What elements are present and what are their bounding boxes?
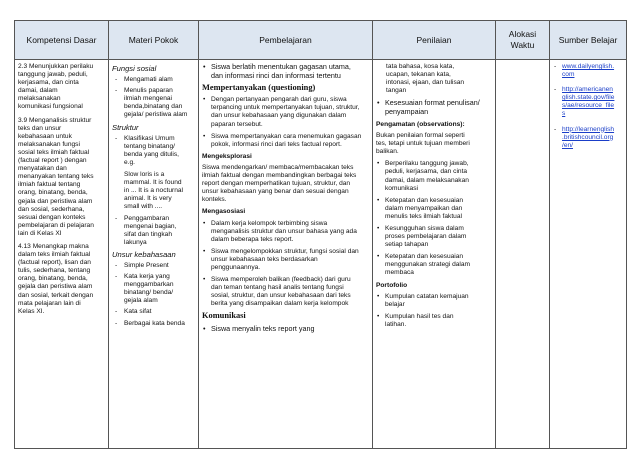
syllabus-table: [14, 20, 627, 449]
kd-item: [18, 243, 105, 316]
list-item: • Siswa mempertanyakan cara menemukan gagasan pokok, informasi rinci dari teks factual report.: [202, 133, 369, 149]
header-pembelajaran: Pembelajaran: [199, 21, 373, 60]
mengeksplorasi-heading: Mengeksplorasi: [202, 152, 252, 160]
kd-text: Menganalisis struktur teks dan unsur kebahasaan untuk melaksanakan fungsi sosial teks ilmiah faktual (factual report ) dengan menyatakan dan menanyakan tentang teks ilmiah faktual tentang orang, binatang, benda, gejala dan peristiwa alam dan sosial, sederhana, sesuai dengan konteks pembelajaran di pelajaran lain di Kelas XI: [18, 116, 94, 237]
materi-pokok-cell: [109, 60, 199, 449]
pembelajaran-list-1: [202, 63, 369, 80]
penilaian-list-3: [376, 293, 492, 329]
kompetensi-dasar-cell: [15, 60, 109, 449]
list-item: • Siswa berlatih menentukan gagasan utama, dan informasi rinci dan informasi tertentu: [202, 63, 369, 80]
struktur-example: Slow loris is a mammal. It is found in ... It is a nocturnal animal. It is very small with ....: [124, 171, 184, 211]
list-item: • Kumpulan hasil tes dan latihan.: [376, 313, 492, 329]
pembelajaran-cell: [199, 60, 373, 449]
penilaian-cell: [373, 60, 496, 449]
sumber-belajar-cell: [550, 60, 627, 449]
header-sumber-belajar: Sumber Belajar: [550, 21, 627, 60]
kd-number: 2.3: [18, 63, 28, 70]
sumber-list: [553, 63, 623, 150]
pengamatan-heading: Pengamatan (observations):: [376, 120, 465, 128]
list-item: • Kesesuaian format penulisan/ penyampaian: [376, 99, 492, 117]
mengasosiasi-heading: Mengasosiasi: [202, 208, 246, 216]
header-kompetensi-dasar: Kompetensi Dasar: [15, 21, 109, 60]
source-link-americanenglish[interactable]: http://americanen glish.state.gov/file s/ae/resource_file s: [562, 86, 615, 118]
portofolio-heading: Portofolio: [376, 281, 408, 289]
header-penilaian: Penilaian: [373, 21, 496, 60]
source-link-learnenglish[interactable]: http://learnenglish .britishcouncil.org /en/: [562, 125, 615, 149]
mengeksplorasi-text: Siswa mendengarkan/ membaca/membacakan teks ilmiah faktual dengan membandingkan berbagai teks report dengan memperhatikan tujuan, struktur, dan unsur kebahasaan yang benar dan sesuai dengan konteks.: [202, 163, 357, 204]
kd-item: [18, 63, 105, 112]
struktur-list: [112, 135, 195, 167]
kd-text: Menangkap makna dalam teks ilmiah faktual (factual report), lisan dan tulis, sederhana, tentang orang, binatang, benda, gejala dan peristiwa alam dan sosial, terkait dengan mata pelajaran lain di Kelas XI.: [18, 242, 94, 315]
header-materi-pokok: Materi Pokok: [109, 21, 199, 60]
list-item: - Menulis paparan ilmiah mengenai benda,binatang dan gejala/ peristiwa alam: [112, 87, 195, 119]
list-item: • Berperilaku tanggung jawab, peduli, kerjasama, dan cinta damai, dalam melaksanakan komunikasi: [376, 160, 492, 192]
list-item: • Kesungguhan siswa dalam proses pembelajaran dalam setiap tahapan: [376, 225, 492, 249]
list-item: • Siswa menyalin teks report yang: [202, 325, 369, 333]
list-item: - Kata kerja yang menggambarkan binatang/ benda/ gejala alam: [112, 273, 195, 305]
penilaian-list-2: [376, 160, 492, 277]
list-item: • Kumpulan catatan kemajuan belajar: [376, 293, 492, 309]
pembelajaran-list-3: [202, 220, 369, 309]
kd-text: Menunjukkan perilaku tanggung jawab, peduli, kerjasama, dan cinta damai, dalam melaksanakan komunikasi fungsional: [18, 63, 94, 111]
kd-number: 3.9: [18, 116, 28, 124]
list-item: - Berbagai kata benda: [112, 320, 195, 328]
list-item: - Penggambaran mengenai bagian, sifat dan tingkah lakunya: [112, 215, 195, 247]
pembelajaran-list-4: [202, 325, 369, 333]
list-item: [553, 126, 623, 150]
list-item: - Klasifikasi Umum tentang binatang/ benda yang ditulis, e.g.: [112, 135, 195, 167]
unsur-kebahasaan-list: [112, 262, 195, 328]
pengamatan-text: Bukan penilaian formal seperti tes, tetapi untuk tujuan memberi balikan.: [376, 132, 470, 156]
list-item: - Kata sifat: [112, 308, 195, 316]
list-item: [553, 63, 623, 79]
content-row: [15, 60, 627, 449]
list-item: • Dalam kerja kelompok terbimbing siswa menganalisis struktur dan unsur bahasa yang ada dalam beberapa teks report.: [202, 220, 369, 244]
list-item: • Dengan pertanyaan pengarah dari guru, siswa terpancing untuk mempertanyakan tujuan, struktur, dan unsur kebahasaan yang digunakan dalam paparan tersebut.: [202, 96, 369, 128]
list-item: [553, 86, 623, 118]
unsur-kebahasaan-heading: Unsur kebahasaan: [112, 249, 176, 259]
fungsi-sosial-heading: Fungsi sosial: [112, 64, 157, 73]
list-item: - Mengamati alam: [112, 76, 195, 84]
list-item: • Ketepatan dan kesesuaian menggunakan strategi dalam membaca: [376, 253, 492, 277]
komunikasi-heading: Komunikasi: [202, 311, 246, 321]
pembelajaran-list-2: [202, 96, 369, 149]
fungsi-sosial-list: [112, 76, 195, 119]
penilaian-text: tata bahasa, kosa kata, ucapan, tekanan kata, intonasi, ejaan, dan tulisan tangan: [386, 63, 465, 95]
list-item: • Ketepatan dan kesesuaian dalam menyampaikan dan menulis teks ilmiah faktual: [376, 197, 492, 221]
penilaian-list-1: [376, 99, 492, 117]
list-item: • Siswa memperoleh balikan (feedback) dari guru dan teman tentang hasil analis tentang fungsi sosial, struktur, dan unsur kebahasaan dari teks berita yang disampaikan dalam kerja kelompok: [202, 276, 369, 308]
header-row: [15, 21, 627, 60]
kd-number: 4.13: [18, 242, 31, 250]
mempertanyakan-heading: Mempertanyakan (questioning): [202, 83, 316, 93]
header-alokasi-waktu: Alokasi Waktu: [496, 21, 550, 60]
list-item: - Simple Present: [112, 262, 195, 270]
struktur-heading: Struktur: [112, 122, 139, 132]
kd-item: [18, 117, 105, 238]
list-item: • Siswa mengelompokkan struktur, fungsi sosial dan unsur kebahasaan teks berdasarkan penggunaannya.: [202, 248, 369, 272]
alokasi-waktu-cell: [496, 60, 550, 449]
struktur-list-2: [112, 215, 195, 247]
source-link-dailyenglish[interactable]: www.dailyenglish. com: [562, 63, 615, 79]
